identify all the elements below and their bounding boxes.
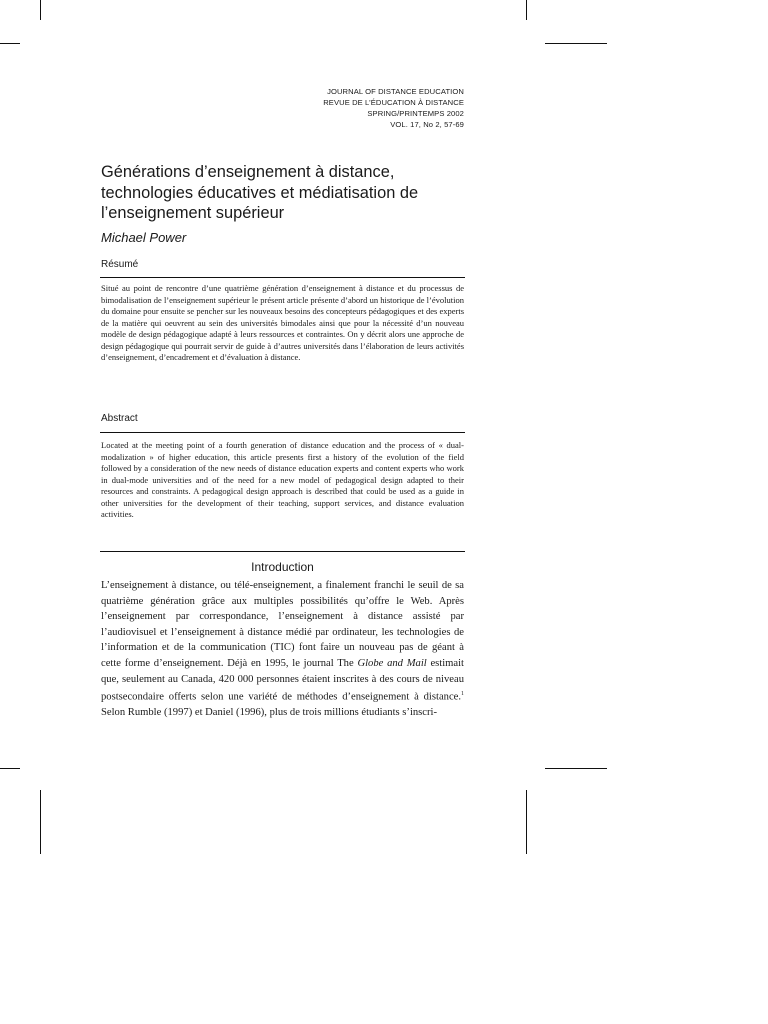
abstract-rule [100,432,465,433]
intro-text-part2: estimait que, seulement au Canada, 420 000 personnes étaient inscrites à des cours de niveau postsecondaire offerts selon une variété de méthodes d’enseignement à distance. [101,657,464,703]
abstract-label: Abstract [101,413,138,424]
resume-label: Résumé [101,259,139,270]
journal-volume: VOL. 17, No 2, 57-69 [390,120,464,129]
article-title: Générations d’enseignement à distance, technologies éducatives et médiatisation de l’enseignement supérieur [101,163,419,222]
crop-mark [40,0,41,20]
journal-name-fr: REVUE DE L’ÉDUCATION À DISTANCE [323,98,464,107]
crop-mark [545,768,607,769]
article-author: Michael Power [101,230,187,245]
intro-text-part3: Selon Rumble (1997) et Daniel (1996), plus de trois millions étudiants s’inscri- [101,707,438,719]
crop-mark [0,768,20,769]
resume-rule [100,277,465,278]
crop-mark [526,0,527,20]
intro-text-part1: L’enseignement à distance, ou télé-enseignement, a finalement franchi le seuil de sa quatrième génération grâce aux multiples possibilités qu’offre le Web. Après l’enseignement par correspondance, l’enseignement à distance assisté par l’audiovisuel et l’enseignement à distance médié par ordinateur, les technologies de l’information et de la communication (TIC) font faire un nouveau pas de géant à cette forme d’enseignement. Déjà en 1995, le journal The [101,580,464,669]
resume-text: Situé au point de rencontre d’une quatrième génération d’enseignement à distance et du processus de bimodalisation de l’enseignement supérieur le présent article présente d’abord un historique de l’évolution du domaine pour ensuite se pencher sur les nouveaux besoins des concepteurs pédagogiques et des experts de la matière qui oeuvrent au sein des universités bimodales ainsi que pour la nécessité d’un nouveau modèle de design pédagogique adapté à leurs ressources et contraintes. On y décrit alors une approche de design pédagogique qui pourrait servir de guide à d’autres universités dans l’élaboration de leurs activités d’enseignement, d’encadrement et d’évaluation à distance. [101,283,464,362]
crop-mark [0,43,20,44]
journal-name-en: JOURNAL OF DISTANCE EDUCATION [327,87,464,96]
abstract-bottom-rule [100,551,465,552]
crop-mark [40,790,41,854]
crop-mark [545,43,607,44]
introduction-heading: Introduction [251,560,314,574]
intro-text-italic: Globe and Mail [357,657,427,669]
abstract-text: Located at the meeting point of a fourth generation of distance education and the process of « dual-modalization » of higher education, this article presents first a history of the evolution of the field followed by a consideration of the new needs of distance education experts and content experts who work in dual-mode universities and of the need for a new model of pedagogical design adapted to their resources and constraints. A pedagogical design approach is described that could be used as a guide in other universities for the development of their teaching, support services, and distance evaluation activities. [101,440,464,519]
introduction-text [101,578,464,721]
journal-issue: SPRING/PRINTEMPS 2002 [367,109,464,118]
crop-mark [526,790,527,854]
footnote-marker[interactable]: 1 [461,691,464,698]
journal-header [204,86,464,130]
